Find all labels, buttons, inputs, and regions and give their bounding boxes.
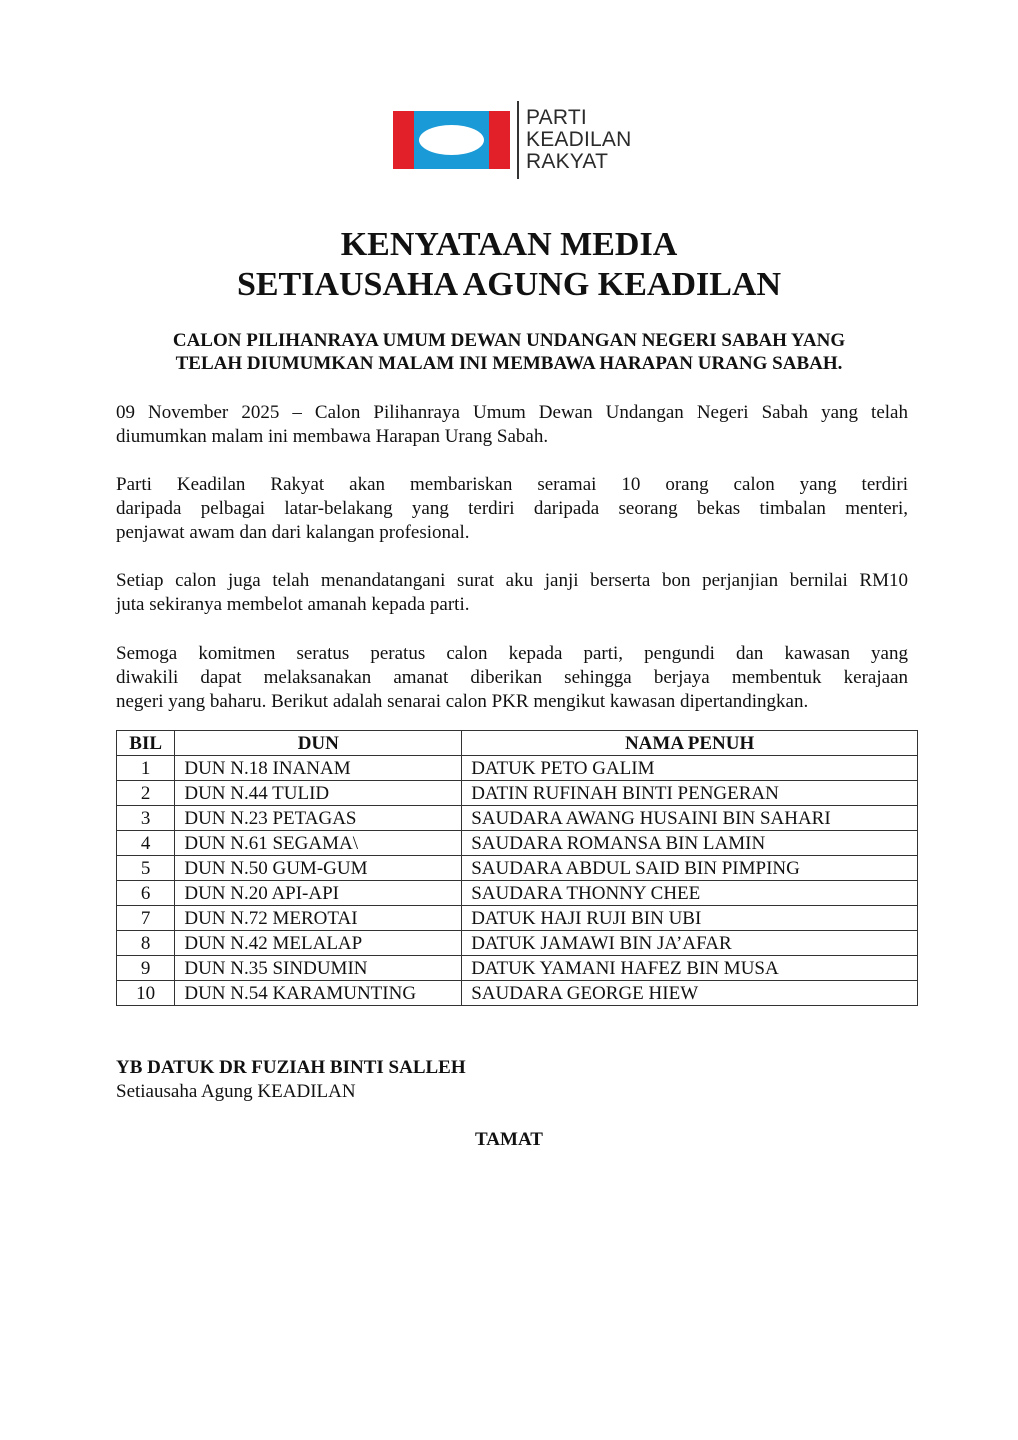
table-row	[117, 906, 918, 931]
cell-bil: 1	[117, 756, 175, 781]
table-row	[117, 856, 918, 881]
table-row	[117, 831, 918, 856]
header-bil: BIL	[117, 731, 175, 756]
logo-line-3: RAKYAT	[526, 150, 609, 173]
paragraph-3	[116, 569, 908, 617]
cell-dun: DUN N.72 MEROTAI	[175, 906, 462, 931]
cell-dun: DUN N.54 KARAMUNTING	[175, 981, 462, 1006]
party-flag-icon	[393, 111, 510, 169]
cell-bil: 3	[117, 806, 175, 831]
cell-bil: 5	[117, 856, 175, 881]
cell-dun: DUN N.18 INANAM	[175, 756, 462, 781]
cell-bil: 10	[117, 981, 175, 1006]
paragraph-1	[116, 401, 908, 449]
candidate-table	[116, 730, 918, 1006]
paragraph-4-line: diwakili dapat melaksanakan amanat diberikan sehingga berjaya membentuk kerajaan	[116, 667, 908, 688]
table-row	[117, 756, 918, 781]
paragraph-3-line: Setiap calon juga telah menandatangani surat aku janji berserta bon perjanjian bernilai RM10	[116, 570, 908, 591]
paragraph-2	[116, 473, 908, 545]
party-logo	[393, 100, 631, 180]
table-row	[117, 956, 918, 981]
signatory-name: YB DATUK DR FUZIAH BINTI SALLEH	[116, 1057, 466, 1078]
cell-nama: SAUDARA GEORGE HIEW	[462, 981, 918, 1006]
paragraph-1-line: 09 November 2025 – Calon Pilihanraya Umum Dewan Undangan Negeri Sabah yang telah	[116, 402, 908, 423]
cell-bil: 4	[117, 831, 175, 856]
cell-dun: DUN N.50 GUM-GUM	[175, 856, 462, 881]
cell-nama: SAUDARA ABDUL SAID BIN PIMPING	[462, 856, 918, 881]
document-title-line-2: SETIAUSAHA AGUNG KEADILAN	[236, 266, 782, 303]
end-marker: TAMAT	[475, 1129, 543, 1150]
header-dun: DUN	[175, 731, 462, 756]
table-row	[117, 881, 918, 906]
cell-nama: SAUDARA ROMANSA BIN LAMIN	[462, 831, 918, 856]
headline-line-1: CALON PILIHANRAYA UMUM DEWAN UNDANGAN NEGERI SABAH YANG	[172, 330, 846, 351]
cell-nama: DATUK YAMANI HAFEZ BIN MUSA	[462, 956, 918, 981]
headline-line-2: TELAH DIUMUMKAN MALAM INI MEMBAWA HARAPAN URANG SABAH.	[175, 353, 843, 374]
table-header-row	[117, 731, 918, 756]
paragraph-2-line: Parti Keadilan Rakyat akan membariskan seramai 10 orang calon yang terdiri	[116, 474, 908, 495]
cell-dun: DUN N.61 SEGAMA\	[175, 831, 462, 856]
logo-divider	[517, 101, 519, 179]
table-row	[117, 806, 918, 831]
paragraph-3-line: juta sekiranya membelot amanah kepada parti.	[116, 594, 470, 615]
cell-bil: 9	[117, 956, 175, 981]
cell-bil: 6	[117, 881, 175, 906]
cell-nama: DATUK PETO GALIM	[462, 756, 918, 781]
paragraph-1-line: diumumkan malam ini membawa Harapan Urang Sabah.	[116, 426, 549, 447]
logo-wordmark	[526, 107, 631, 173]
cell-dun: DUN N.35 SINDUMIN	[175, 956, 462, 981]
cell-nama: DATUK JAMAWI BIN JA’AFAR	[462, 931, 918, 956]
signatory-role: Setiausaha Agung KEADILAN	[116, 1081, 356, 1102]
logo-line-2: KEADILAN	[526, 128, 632, 151]
cell-nama: SAUDARA AWANG HUSAINI BIN SAHARI	[462, 806, 918, 831]
cell-bil: 8	[117, 931, 175, 956]
header-nama-penuh: NAMA PENUH	[462, 731, 918, 756]
cell-dun: DUN N.42 MELALAP	[175, 931, 462, 956]
cell-nama: DATIN RUFINAH BINTI PENGERAN	[462, 781, 918, 806]
paragraph-4-line: Semoga komitmen seratus peratus calon kepada parti, pengundi dan kawasan yang	[116, 643, 908, 664]
paragraph-4	[116, 642, 908, 714]
table-row	[117, 781, 918, 806]
table-row	[117, 981, 918, 1006]
cell-dun: DUN N.23 PETAGAS	[175, 806, 462, 831]
cell-bil: 7	[117, 906, 175, 931]
paragraph-2-line: daripada pelbagai latar-belakang yang terdiri daripada seorang bekas timbalan menteri,	[116, 498, 908, 519]
logo-line-1: PARTI	[526, 106, 587, 129]
cell-dun: DUN N.20 API-API	[175, 881, 462, 906]
cell-nama: DATUK HAJI RUJI BIN UBI	[462, 906, 918, 931]
cell-nama: SAUDARA THONNY CHEE	[462, 881, 918, 906]
paragraph-2-line: penjawat awam dan dari kalangan profesional.	[116, 522, 470, 543]
document-title: KENYATAAN MEDIA	[340, 226, 678, 263]
cell-dun: DUN N.44 TULID	[175, 781, 462, 806]
paragraph-4-line: negeri yang baharu. Berikut adalah senarai calon PKR mengikut kawasan dipertandingkan.	[116, 691, 809, 712]
cell-bil: 2	[117, 781, 175, 806]
table-row	[117, 931, 918, 956]
